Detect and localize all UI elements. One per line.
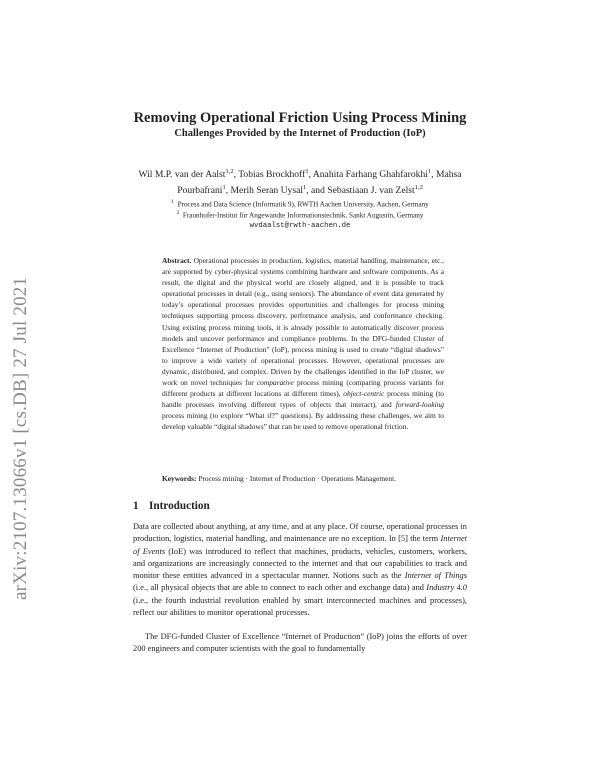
section-title: Introduction bbox=[149, 500, 210, 512]
author-name: , Merih Seran Uysal bbox=[225, 185, 303, 197]
paragraph-emphasis: Industry 4.0 bbox=[426, 583, 467, 593]
author-name: , Tobias Brockhoff bbox=[233, 169, 306, 181]
author-name: , Mahsa Pourbafrani bbox=[177, 169, 462, 197]
author-affiliation-mark: 1,2 bbox=[225, 168, 234, 175]
affiliation-2 bbox=[120, 208, 480, 220]
contact-email bbox=[120, 220, 480, 231]
intro-paragraph-1 bbox=[133, 521, 467, 619]
email-address[interactable]: wvdaalst@rwth-aachen.de bbox=[249, 222, 351, 230]
keywords-label: Keywords: bbox=[162, 474, 197, 483]
paper-subtitle: Challenges Provided by the Internet of Production (IoP) bbox=[174, 128, 426, 139]
keywords bbox=[162, 473, 444, 484]
author-affiliation-mark: 1 bbox=[222, 184, 226, 192]
author-list bbox=[120, 165, 480, 197]
author-name: , and Sebastiaan J. van Zelst bbox=[306, 185, 415, 197]
paragraph-text: (i.e., all physical objects that are able to connect to each other and exchange data) and bbox=[133, 583, 427, 593]
abstract-emphasis: object-centric bbox=[343, 389, 385, 399]
keywords-text: Process mining · Internet of Production · Operations Management. bbox=[196, 474, 397, 483]
author-affiliation-mark: 1 bbox=[305, 168, 309, 175]
affiliation-number: 2 bbox=[176, 210, 180, 216]
author-name: , Anahita Farhang Ghahfarokhi bbox=[308, 169, 428, 181]
intro-paragraph-2 bbox=[133, 631, 467, 656]
paragraph-text: (IoE) was introduced to reflect that machines, products, vehicles, customers, workers, and organizations are increasingly connected to the internet and that our capabilities to track and monitor these entities advanced in a spectacular manner. Notions such as the bbox=[133, 546, 467, 581]
author-affiliation-mark: 1 bbox=[303, 184, 307, 192]
author-affiliation-mark: 1,2 bbox=[414, 184, 423, 192]
abstract-emphasis: forward-looking bbox=[395, 400, 444, 410]
paragraph-text: Data are collected about anything, at any time, and at any place. Of course, operational processes in production, logistics, material handling, and maintenance are no exception. In [5] the term bbox=[133, 522, 467, 544]
abstract-text: process mining (to handle processes involving different types of objects that interact), and bbox=[162, 389, 445, 410]
paragraph-emphasis: Internet of Events bbox=[133, 534, 467, 556]
paragraph-emphasis: Internet of Things bbox=[404, 571, 467, 581]
paragraph-text: (i.e., the fourth industrial revolution enabled by smart interconnected machines and processes), reflect our abilities to monitor operational processes. bbox=[133, 595, 467, 618]
abstract-label: Abstract. bbox=[162, 256, 192, 265]
paper-title: Removing Operational Friction Using Process Mining bbox=[133, 110, 467, 126]
abstract-text: Operational processes in production, logistics, material handling, maintenance, etc., are supported by cyber-physical systems combining hardware and software components. As a result, the digital and the physical world are closely aligned, and it is possible to track operational processes in detail (e.g., using sensors). The abundance of event data generated by today’s operational processes provides opportunities and challenges for process mining techniques supporting process discovery, performance analysis, and conformance checking. Using existing process mining tools, it is already possible to automatically discover process models and uncover performance and compliance problems. In the DFG-funded Cluster of Excellence “Internet of Production” (IoP), process mining is used to create “digital shadows” to improve a wide variety of operational processes. However, operational processes are dynamic, distributed, and complex. Driven by the challenges identified in the IoP cluster, we work on novel techniques for bbox=[162, 256, 444, 388]
affiliation-text: Fraunhofer-Institut für Angewandte Informationstechnik, Sankt Augustin, Germany bbox=[182, 211, 424, 220]
abstract-text: process mining (comparing process variants for different products at different locations at different times), bbox=[162, 378, 444, 399]
abstract bbox=[162, 255, 444, 433]
affiliation-number: 1 bbox=[171, 199, 174, 205]
abstract-text: process mining (to explore “What if?” questions). By addressing these challenges, we aim to develop valuable “digital shadows” that can be used to remove operational friction. bbox=[162, 411, 444, 432]
section-heading bbox=[133, 500, 210, 512]
author-name: Wil M.P. van der Aalst bbox=[138, 169, 226, 181]
section-number: 1 bbox=[133, 500, 139, 512]
affiliation-text: Process and Data Science (Informatik 9), RWTH Aachen University, Aachen, Germany bbox=[177, 200, 429, 209]
arxiv-identifier-stamp: arXiv:2107.13066v1 [cs.DB] 27 Jul 2021 bbox=[10, 276, 31, 600]
abstract-emphasis: comparative bbox=[256, 378, 294, 388]
paragraph-text: The DFG-funded Cluster of Excellence “Internet of Production” (IoP) joins the efforts of over 200 engineers and computer scientists with the goal to fundamentally bbox=[133, 632, 467, 654]
author-affiliation-mark: 1 bbox=[427, 168, 432, 175]
